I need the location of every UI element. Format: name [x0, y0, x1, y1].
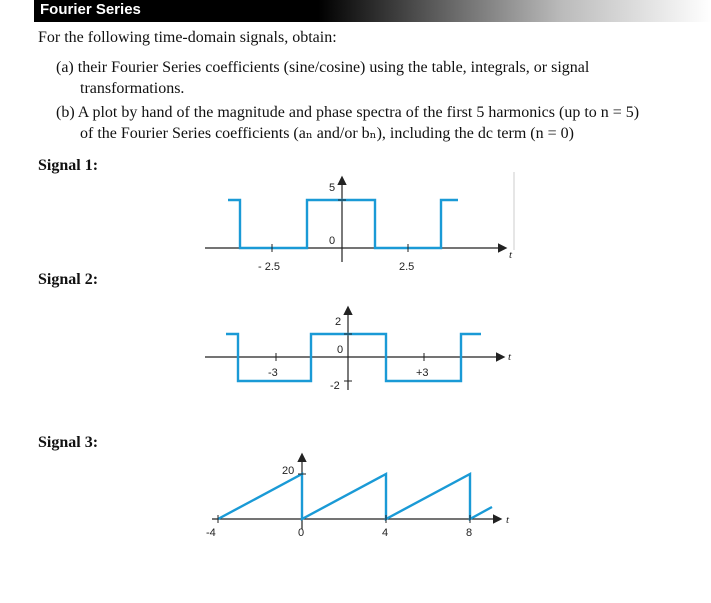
section-title: Fourier Series	[40, 1, 141, 18]
item-a-line1: (a) their Fourier Series coefficients (sine/cosine) using the table, integrals, or signal	[56, 59, 590, 76]
signal-3-tick-4: 4	[382, 527, 389, 539]
signal-3-waveform	[218, 474, 492, 519]
signal-1-plot	[205, 172, 514, 273]
intro-text: For the following time-domain signals, obtain:	[38, 29, 337, 46]
signal-1-tick-neg: - 2.5	[258, 261, 281, 273]
signal-1-label: Signal 1:	[38, 157, 99, 174]
signal-2-neg-amp-label: -2	[330, 380, 340, 392]
signal-3-amp-label: 20	[282, 465, 295, 477]
signal-2-tick-pos: +3	[416, 367, 429, 379]
signal-2-plot	[205, 308, 512, 392]
signal-1-zero-label: 0	[329, 235, 336, 247]
signal-1-amp-label: 5	[329, 182, 336, 194]
signal-3-tick-m4: -4	[206, 527, 216, 539]
signal-3-tick-0: 0	[298, 527, 305, 539]
item-b-line1: (b) A plot by hand of the magnitude and phase spectra of the first 5 harmonics (up to n = 5)	[56, 104, 640, 121]
signal-2-label: Signal 2:	[38, 271, 99, 288]
signal-2-amp-label: 2	[335, 316, 342, 328]
signal-3-label: Signal 3:	[38, 434, 99, 451]
signal-3-plot	[206, 455, 510, 539]
signal-3-tick-8: 8	[466, 527, 473, 539]
signal-1-tick-pos: 2.5	[399, 261, 415, 273]
signal-2-zero-label: 0	[337, 344, 344, 356]
signal-1-waveform	[228, 200, 458, 248]
signal-1-t-label: t	[509, 249, 513, 261]
signal-2-tick-neg: -3	[268, 367, 278, 379]
signal-2-t-label: t	[508, 351, 512, 363]
item-a-line2: transformations.	[80, 80, 185, 97]
signal-3-t-label: t	[506, 514, 510, 526]
item-b-line2: of the Fourier Series coefficients (aₙ and/or bₙ), including the dc term (n = 0)	[80, 125, 574, 142]
